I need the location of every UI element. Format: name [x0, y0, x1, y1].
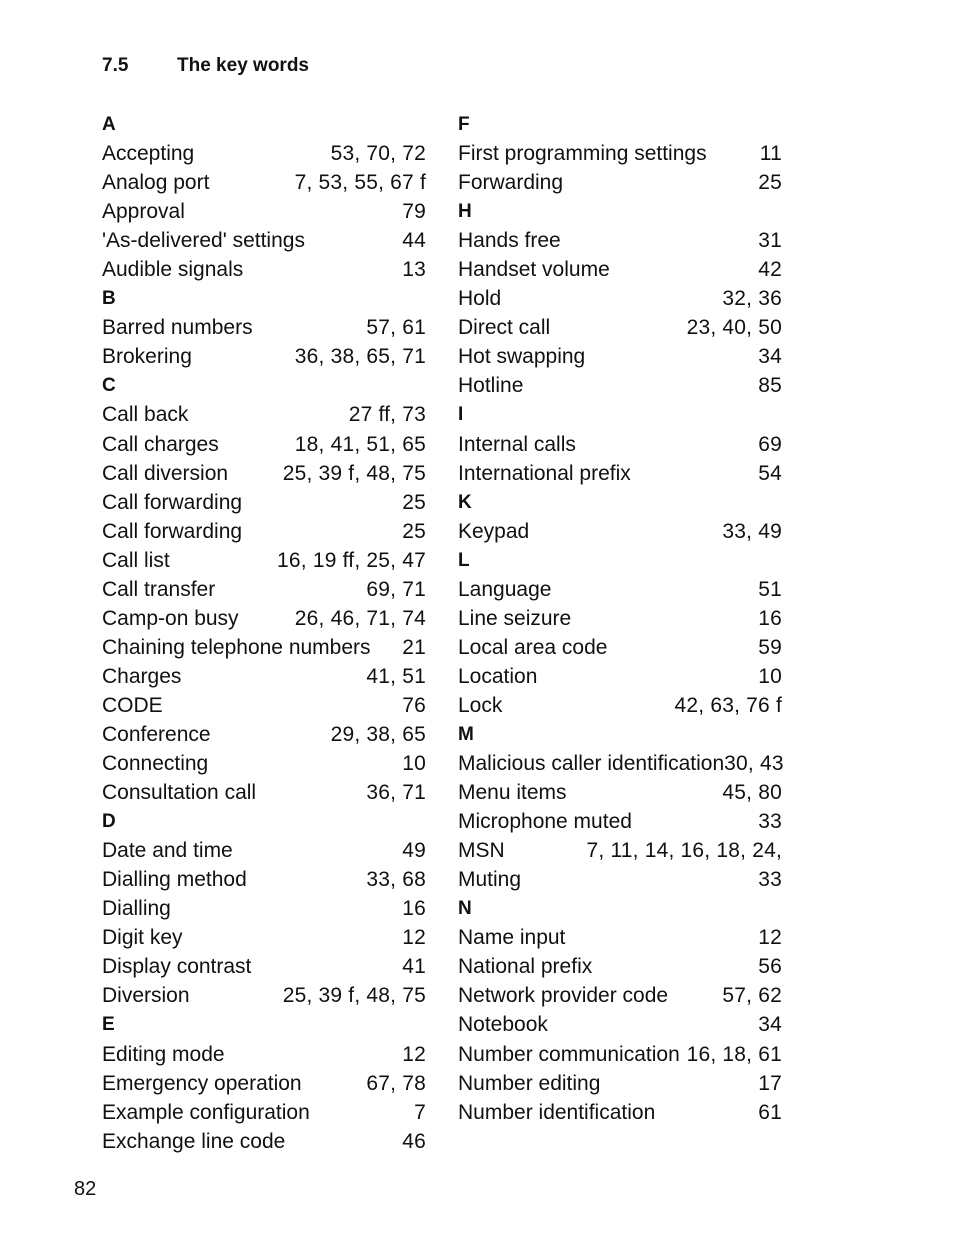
- index-page-refs: 29, 38, 65: [330, 722, 426, 746]
- index-entry: [458, 865, 782, 894]
- index-entry: [458, 778, 782, 807]
- index-term: Call transfer: [102, 577, 216, 601]
- index-letter-heading: [458, 720, 782, 749]
- index-page-refs: 33: [758, 810, 782, 834]
- section-heading: [102, 55, 309, 77]
- index-page-refs: 42: [758, 258, 782, 282]
- index-entry: [102, 1098, 426, 1127]
- index-page-refs: 10: [758, 664, 782, 688]
- index-entry: [458, 517, 782, 546]
- index-term: Microphone muted: [458, 810, 632, 834]
- index-term: Dialling: [102, 897, 171, 921]
- index-page-refs: 21: [402, 635, 426, 659]
- index-entry: [458, 633, 782, 662]
- index-page-refs: 33, 49: [722, 519, 782, 543]
- index-entry: [102, 749, 426, 778]
- index-page-refs: 12: [758, 926, 782, 950]
- index-page-refs: 26, 46, 71, 74: [294, 606, 426, 630]
- index-entry: [102, 342, 426, 371]
- index-letter-heading: [458, 488, 782, 517]
- index-page-refs: 25: [758, 171, 782, 195]
- index-entry: [102, 430, 426, 459]
- index-term: Accepting: [102, 142, 195, 166]
- index-letter: A: [102, 114, 116, 135]
- index-term: Handset volume: [458, 258, 610, 282]
- index-term: Hold: [458, 287, 502, 311]
- index-entry: [102, 575, 426, 604]
- index-term: Editing mode: [102, 1042, 225, 1066]
- index-page-refs: 25, 39 f, 48, 75: [282, 984, 426, 1008]
- index-page-refs: 18, 41, 51, 65: [294, 432, 426, 456]
- index-term: Diversion: [102, 984, 190, 1008]
- index-term: Camp-on busy: [102, 606, 239, 630]
- index-letter-heading: [102, 371, 426, 400]
- index-term: First programming settings: [458, 142, 707, 166]
- index-page-refs: 7: [414, 1100, 426, 1124]
- index-page-refs: 85: [758, 374, 782, 398]
- index-page-refs: 16, 19 ff, 25, 47: [277, 548, 426, 572]
- index-page-refs: 44: [402, 229, 426, 253]
- index-letter: B: [102, 288, 116, 310]
- index-entry: [102, 517, 426, 546]
- index-entry: [458, 923, 782, 952]
- index-entry: [458, 662, 782, 691]
- index-page-refs: 32, 36: [722, 287, 782, 311]
- index-term: Call diversion: [102, 461, 229, 485]
- index-page-refs: 7, 11, 14, 16, 18, 24,: [586, 839, 782, 863]
- index-page-refs: 46: [402, 1129, 426, 1153]
- index-term: Display contrast: [102, 955, 252, 979]
- index-entry: [102, 488, 426, 517]
- index-page-refs: 51: [758, 577, 782, 601]
- index-letter: F: [458, 114, 470, 135]
- index-term: Call list: [102, 548, 170, 572]
- index-term: Number identification: [458, 1100, 656, 1124]
- index-term: 'As-delivered' settings: [102, 229, 305, 253]
- index-entry: [458, 313, 782, 342]
- index-page-refs: 76: [402, 693, 426, 717]
- index-entry: [458, 371, 782, 400]
- index-page-refs: 67, 78: [366, 1071, 426, 1095]
- index-page-refs: 34: [758, 1013, 782, 1037]
- index-term: Hot swapping: [458, 345, 586, 369]
- index-page-refs: 25: [402, 519, 426, 543]
- index-entry: [458, 168, 782, 197]
- index-page-refs: 25: [402, 490, 426, 514]
- index-page-refs: 34: [758, 345, 782, 369]
- index-term: Forwarding: [458, 171, 564, 195]
- index-term: Malicious caller identification: [458, 752, 725, 776]
- index-term: Language: [458, 577, 552, 601]
- index-column-left: [102, 110, 426, 1156]
- index-term: Internal calls: [458, 432, 576, 456]
- index-page-refs: 33: [758, 868, 782, 892]
- index-entry: [102, 1069, 426, 1098]
- index-page-refs: 61: [758, 1100, 782, 1124]
- index-page-refs: 23, 40, 50: [686, 316, 782, 340]
- index-letter-heading: [458, 197, 782, 226]
- index-entry: [102, 604, 426, 633]
- index-page-refs: 41, 51: [366, 664, 426, 688]
- index-term: International prefix: [458, 461, 631, 485]
- index-term: CODE: [102, 693, 163, 717]
- index-letter-heading: [102, 807, 426, 836]
- index-letter: H: [458, 201, 472, 223]
- index-entry: [102, 459, 426, 488]
- index-entry: [102, 197, 426, 226]
- index-page-refs: 16: [758, 606, 782, 630]
- index-entry: [458, 575, 782, 604]
- index-entry: [102, 1127, 426, 1156]
- index-page-refs: 36, 38, 65, 71: [294, 345, 426, 369]
- index-page-refs: 27 ff, 73: [348, 403, 426, 427]
- index-page-refs: 41: [402, 955, 426, 979]
- index-term: Exchange line code: [102, 1129, 286, 1153]
- index-page-refs: 69: [758, 432, 782, 456]
- index-letter: M: [458, 723, 474, 745]
- index-entry: [102, 139, 426, 168]
- index-term: National prefix: [458, 955, 593, 979]
- index-page-refs: 56: [758, 955, 782, 979]
- index-page-refs: 7, 53, 55, 67 f: [294, 171, 426, 195]
- index-page-refs: 79: [402, 200, 426, 224]
- index-page-refs: 10: [402, 752, 426, 776]
- index-letter: D: [102, 811, 116, 833]
- index-page-refs: 42, 63, 76 f: [674, 693, 782, 717]
- index-term: MSN: [458, 839, 505, 863]
- index-term: Menu items: [458, 781, 567, 805]
- index-term: Hands free: [458, 229, 561, 253]
- index-page-refs: 25, 39 f, 48, 75: [282, 461, 426, 485]
- index-term: Chaining telephone numbers: [102, 635, 371, 659]
- index-page-refs: 12: [402, 926, 426, 950]
- index-term: Emergency operation: [102, 1071, 302, 1095]
- index-entry: [458, 1069, 782, 1098]
- index-term: Conference: [102, 722, 211, 746]
- page-number: 82: [74, 1178, 97, 1200]
- index-entry: [458, 342, 782, 371]
- index-letter-heading: [458, 546, 782, 575]
- index-term: Digit key: [102, 926, 183, 950]
- index-entry: [458, 255, 782, 284]
- index-page-refs: 54: [758, 461, 782, 485]
- index-page-refs: 59: [758, 635, 782, 659]
- index-entry: [102, 546, 426, 575]
- index-entry: [102, 836, 426, 865]
- index-term: Approval: [102, 200, 185, 224]
- index-entry: [102, 691, 426, 720]
- index-entry: [102, 778, 426, 807]
- index-entry: [458, 1098, 782, 1127]
- index-page-refs: 17: [758, 1071, 782, 1095]
- index-page-refs: 11: [759, 142, 782, 166]
- index-letter-heading: [102, 1010, 426, 1039]
- index-entry: [102, 981, 426, 1010]
- index-term: Analog port: [102, 171, 210, 195]
- index-entry: [102, 865, 426, 894]
- index-term: Name input: [458, 926, 566, 950]
- index-entry: [102, 720, 426, 749]
- index-term: Lock: [458, 693, 503, 717]
- index-term: Muting: [458, 868, 522, 892]
- index-entry: [458, 1040, 782, 1069]
- index-term: Connecting: [102, 752, 209, 776]
- index-entry: [458, 459, 782, 488]
- index-page-refs: 36, 71: [366, 781, 426, 805]
- index-column-right: [458, 110, 782, 1127]
- index-term: Local area code: [458, 635, 608, 659]
- index-term: Call charges: [102, 432, 219, 456]
- index-letter-heading: [102, 284, 426, 313]
- index-entry: [458, 604, 782, 633]
- index-term: Brokering: [102, 345, 192, 369]
- index-term: Consultation call: [102, 781, 257, 805]
- index-entry: [102, 313, 426, 342]
- index-page-refs: 13: [402, 258, 426, 282]
- index-entry: [102, 255, 426, 284]
- index-entry: [458, 749, 782, 778]
- index-term: Barred numbers: [102, 316, 253, 340]
- index-entry: [102, 226, 426, 255]
- index-entry: [458, 226, 782, 255]
- index-term: Example configuration: [102, 1100, 310, 1124]
- index-term: Call back: [102, 403, 189, 427]
- index-entry: [458, 1010, 782, 1039]
- index-term: Network provider code: [458, 984, 669, 1008]
- index-entry: [458, 430, 782, 459]
- index-page-refs: 31: [758, 229, 782, 253]
- index-term: Keypad: [458, 519, 530, 543]
- index-term: Date and time: [102, 839, 233, 863]
- index-page-refs: 69, 71: [366, 577, 426, 601]
- index-page-refs: 53, 70, 72: [330, 142, 426, 166]
- index-letter: I: [458, 404, 464, 426]
- section-title: The key words: [177, 55, 309, 76]
- index-letter-heading: [458, 894, 782, 923]
- index-entry: [458, 981, 782, 1010]
- index-entry: [458, 691, 782, 720]
- index-letter: E: [102, 1014, 115, 1036]
- index-page-refs: 49: [402, 839, 426, 863]
- index-entry: [102, 923, 426, 952]
- index-entry: [458, 952, 782, 981]
- index-entry: [102, 400, 426, 429]
- index-letter: L: [458, 549, 470, 571]
- index-term: Audible signals: [102, 258, 244, 282]
- index-term: Dialling method: [102, 868, 247, 892]
- index-letter-heading: [458, 110, 782, 139]
- index-page-refs: 33, 68: [366, 868, 426, 892]
- index-entry: [458, 836, 782, 865]
- index-term: Notebook: [458, 1013, 548, 1037]
- index-page-refs: 57, 62: [722, 984, 782, 1008]
- index-page-refs: 57, 61: [366, 316, 426, 340]
- index-letter: K: [458, 491, 472, 513]
- index-letter-heading: [458, 400, 782, 429]
- index-term: Charges: [102, 664, 182, 688]
- index-entry: [458, 807, 782, 836]
- index-entry: [458, 284, 782, 313]
- index-entry: [102, 1040, 426, 1069]
- index-term: Line seizure: [458, 606, 572, 630]
- index-letter-heading: [102, 110, 426, 139]
- index-term: Number communication: [458, 1042, 680, 1066]
- index-entry: [102, 662, 426, 691]
- index-entry: [102, 633, 426, 662]
- index-entry: [102, 894, 426, 923]
- index-term: Hotline: [458, 374, 524, 398]
- index-letter: N: [458, 898, 472, 920]
- index-term: Call forwarding: [102, 519, 243, 543]
- index-letter: C: [102, 375, 116, 397]
- index-term: Location: [458, 664, 538, 688]
- index-entry: [458, 139, 782, 168]
- index-page-refs: 45, 80: [722, 781, 782, 805]
- section-number: 7.5: [102, 55, 129, 76]
- index-term: Call forwarding: [102, 490, 243, 514]
- index-term: Number editing: [458, 1071, 601, 1095]
- index-entry: [102, 168, 426, 197]
- index-page-refs: 16: [402, 897, 426, 921]
- index-term: Direct call: [458, 316, 551, 340]
- index-page-refs: 16, 18, 61: [686, 1042, 782, 1066]
- index-page-refs: 12: [402, 1042, 426, 1066]
- index-entry: [102, 952, 426, 981]
- index-page-refs: 30, 43: [724, 752, 784, 776]
